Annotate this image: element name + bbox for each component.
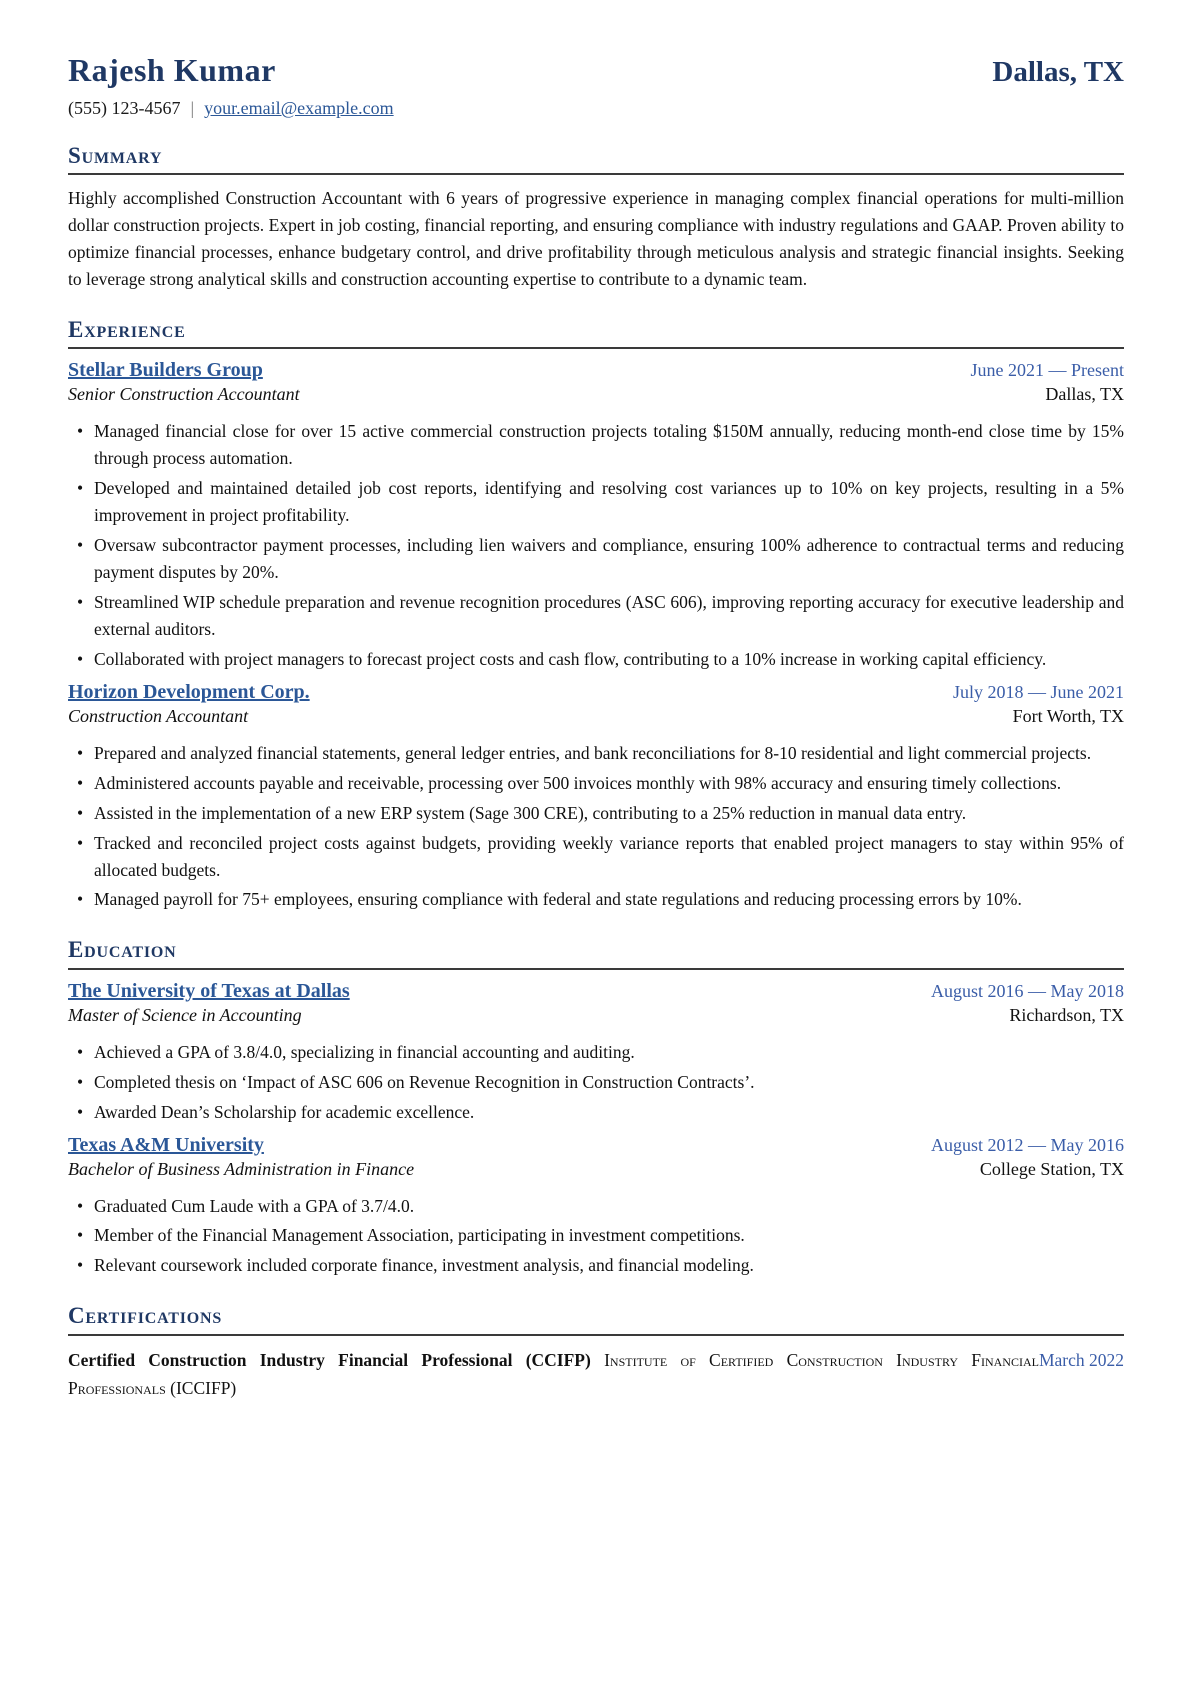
job-title: Construction Accountant	[68, 705, 249, 726]
contact-separator: |	[190, 98, 195, 118]
bullet-item: • Achieved a GPA of 3.8/4.0, specializing in financial accounting and auditing.	[68, 1039, 1124, 1066]
bullet-list	[68, 1039, 1124, 1126]
bullet-item: • Developed and maintained detailed job cost reports, identifying and resolving cost variances up to 10% on key projects, resulting in a 5% improvement in project profitability.	[68, 475, 1124, 529]
bullet-item: • Administered accounts payable and receivable, processing over 500 invoices monthly with 98% accuracy and ensuring timely collections.	[68, 770, 1124, 797]
school-link[interactable]: Texas A&M University	[68, 1133, 264, 1156]
entry-location: Richardson, TX	[1009, 1004, 1124, 1025]
bullet-item: • Tracked and reconciled project costs against budgets, providing weekly variance reports that enabled project managers to stay within 95% of allocated budgets.	[68, 830, 1124, 884]
bullet-list	[68, 1193, 1124, 1280]
certification-date: March 2022	[1038, 1349, 1124, 1370]
degree-title: Master of Science in Accounting	[68, 1004, 302, 1025]
person-location: Dallas, TX	[992, 56, 1124, 88]
experience-entry	[68, 681, 1124, 914]
bullet-item: • Collaborated with project managers to forecast project costs and cash flow, contributing to a 10% increase in working capital efficiency.	[68, 646, 1124, 673]
phone-number: (555) 123-4567	[68, 98, 181, 118]
experience-entry	[68, 359, 1124, 672]
section-rule	[68, 173, 1124, 175]
bullet-item: • Completed thesis on ‘Impact of ASC 606 on Revenue Recognition in Construction Contracts’.	[68, 1069, 1124, 1096]
entry-location: Dallas, TX	[1045, 384, 1124, 405]
section-summary	[68, 143, 1124, 293]
section-education	[68, 937, 1124, 1279]
education-entry	[68, 1134, 1124, 1280]
resume-header	[68, 52, 1124, 89]
bullet-item: • Graduated Cum Laude with a GPA of 3.7/4.0.	[68, 1193, 1124, 1220]
certification-name: Certified Construction Industry Financial Professional (CCIFP)	[68, 1349, 591, 1370]
summary-title: Summary	[68, 143, 163, 168]
bullet-item: • Prepared and analyzed financial statements, general ledger entries, and bank reconciliations for 8-10 residential and light commercial projects.	[68, 740, 1124, 767]
bullet-item: • Awarded Dean’s Scholarship for academic excellence.	[68, 1099, 1124, 1126]
certifications-title: Certifications	[68, 1303, 223, 1329]
section-certifications	[68, 1303, 1124, 1401]
bullet-item: • Relevant coursework included corporate finance, investment analysis, and financial modeling.	[68, 1252, 1124, 1279]
bullet-item: • Oversaw subcontractor payment processes, including lien waivers and compliance, ensuring 100% adherence to contractual terms and reducing payment disputes by 20%.	[68, 532, 1124, 586]
company-link[interactable]: Stellar Builders Group	[68, 359, 263, 382]
company-link[interactable]: Horizon Development Corp.	[68, 680, 310, 703]
certification-entry	[68, 1346, 1124, 1402]
section-rule	[68, 347, 1124, 349]
bullet-list	[68, 740, 1124, 914]
person-name: Rajesh Kumar	[68, 52, 276, 88]
bullet-item: • Streamlined WIP schedule preparation and revenue recognition procedures (ASC 606), improving reporting accuracy for executive leadership and external auditors.	[68, 589, 1124, 643]
email-link[interactable]: your.email@example.com	[204, 98, 394, 118]
section-experience	[68, 317, 1124, 913]
experience-title: Experience	[68, 317, 186, 343]
education-title: Education	[68, 937, 177, 963]
bullet-list	[68, 418, 1124, 672]
bullet-item: • Assisted in the implementation of a new ERP system (Sage 300 CRE), contributing to a 25% reduction in manual data entry.	[68, 800, 1124, 827]
entry-dates: August 2012 — May 2016	[931, 1134, 1124, 1155]
job-title: Senior Construction Accountant	[68, 384, 300, 405]
bullet-item: • Managed payroll for 75+ employees, ensuring compliance with federal and state regulations and reducing processing errors by 10%.	[68, 886, 1124, 913]
school-link[interactable]: The University of Texas at Dallas	[68, 979, 350, 1002]
section-rule	[68, 1334, 1124, 1336]
bullet-item: • Managed financial close for over 15 active commercial construction projects totaling $150M annually, reducing month-end close time by 15% through process automation.	[68, 418, 1124, 472]
summary-text: Highly accomplished Construction Accountant with 6 years of progressive experience in managing complex financial operations for multi-million dollar construction projects. Expert in job costing, financial reporting, and ensuring compliance with industry regulations and GAAP. Proven ability to optimize financial processes, enhance budgetary control, and drive profitability through meticulous analysis and strategic financial insights. Seeking to leverage strong analytical skills and construction accounting expertise to contribute to a dynamic team.	[68, 188, 1124, 290]
entry-location: Fort Worth, TX	[1012, 705, 1124, 726]
entry-dates: August 2016 — May 2018	[931, 980, 1124, 1001]
certification-issuer: Institute of Certified Construction Industry Financial Professionals (ICCIFP)	[68, 1349, 1039, 1398]
education-entry	[68, 980, 1124, 1126]
entry-dates: July 2018 — June 2021	[953, 681, 1124, 702]
bullet-item: • Member of the Financial Management Association, participating in investment competitions.	[68, 1222, 1124, 1249]
contact-row	[68, 98, 1124, 119]
entry-location: College Station, TX	[979, 1158, 1124, 1179]
section-rule	[68, 968, 1124, 970]
degree-title: Bachelor of Business Administration in Finance	[68, 1158, 415, 1179]
entry-dates: June 2021 — Present	[970, 360, 1124, 381]
